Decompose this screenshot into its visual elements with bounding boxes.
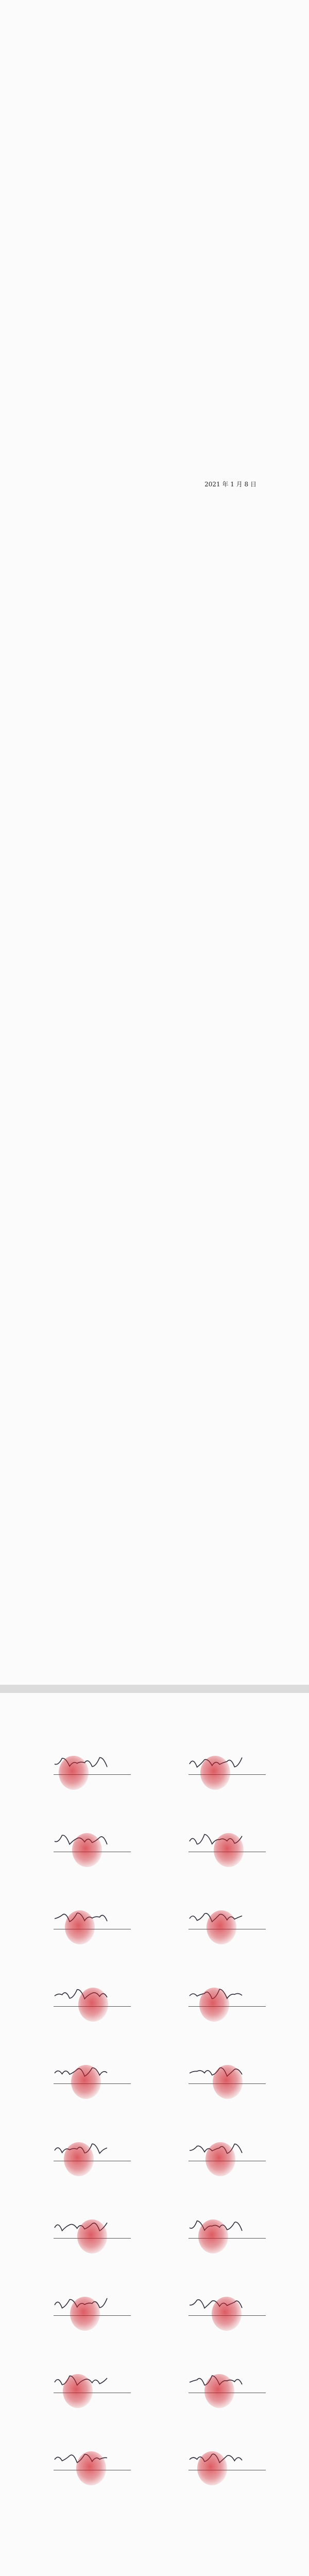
signature-block	[165, 2440, 279, 2517]
signature-block	[165, 1822, 279, 1899]
letter-paragraph	[32, 423, 277, 434]
signature-block	[30, 1822, 144, 1899]
signature-label	[30, 1919, 56, 1927]
fingerprint-mark	[213, 2065, 243, 2099]
signature-label	[165, 1996, 191, 2004]
letter-paragraph	[32, 121, 277, 131]
fingerprint-mark	[200, 1756, 230, 1790]
fingerprint-mark	[214, 1833, 244, 1867]
letter-paragraph	[32, 276, 277, 286]
signature-label	[30, 2382, 56, 2391]
letter-title	[32, 29, 277, 41]
fingerprint-mark	[64, 2142, 94, 2176]
fingerprint-mark	[198, 2219, 228, 2253]
signature-label	[30, 2460, 56, 2468]
letter-paragraph	[32, 362, 277, 372]
signature-label	[30, 2073, 56, 2081]
fingerprint-mark	[205, 2142, 235, 2176]
signature-label	[165, 2460, 191, 2468]
fingerprint-mark	[59, 1756, 89, 1790]
letter-body	[32, 105, 277, 434]
fingerprint-mark	[78, 1988, 108, 2022]
section-heading	[32, 261, 277, 271]
signature-label	[165, 2382, 191, 2391]
letter-date: 2021 年 1 月 8 日	[204, 481, 256, 488]
closing-line	[32, 445, 277, 455]
signature-block	[165, 1976, 279, 2054]
signature-label	[30, 1764, 56, 1772]
letter-paragraph	[32, 315, 277, 326]
fingerprint-mark	[71, 2065, 101, 2099]
letter-paragraph	[32, 105, 277, 115]
signature-label	[165, 1764, 191, 1772]
signature-label	[30, 2305, 56, 2313]
letter-paragraph	[32, 191, 277, 201]
letter-paragraph	[32, 222, 277, 232]
signature-block	[30, 2363, 144, 2440]
letter-paragraph	[32, 408, 277, 418]
fingerprint-mark	[76, 2451, 106, 2485]
addressee-line	[32, 59, 277, 69]
signature-grid	[30, 1744, 279, 2517]
signature-label	[30, 1996, 56, 2004]
signature-label	[165, 1919, 191, 1927]
signature-block	[30, 2131, 144, 2208]
fingerprint-mark	[212, 2297, 242, 2331]
fingerprint-mark	[199, 1988, 229, 2022]
signature-block	[30, 1744, 144, 1822]
letter-paragraph	[32, 175, 277, 185]
fingerprint-mark	[197, 2451, 227, 2485]
letter-paragraph	[32, 393, 277, 403]
signature-label	[165, 2073, 191, 2081]
signature-label	[30, 2150, 56, 2159]
signature-block	[165, 2054, 279, 2131]
signature-block	[30, 2208, 144, 2285]
signature-block	[30, 2054, 144, 2131]
addressee-line	[32, 74, 277, 84]
section-heading	[32, 160, 277, 170]
signature-block	[165, 1744, 279, 1822]
fingerprint-mark	[72, 1833, 102, 1867]
signature-label	[165, 2150, 191, 2159]
letter-paragraph	[32, 206, 277, 216]
letter-paragraph	[32, 346, 277, 357]
fingerprint-mark	[65, 1910, 95, 1944]
addressee-line	[32, 90, 277, 100]
letter-paragraph	[32, 237, 277, 247]
signature-label	[165, 1841, 191, 1850]
signature-label	[165, 2228, 191, 2236]
signature-block	[30, 2440, 144, 2517]
signature-label	[30, 2228, 56, 2236]
signature-block	[165, 1899, 279, 1976]
signature-block	[165, 2363, 279, 2440]
letter-paragraph	[32, 136, 277, 146]
signature-label	[30, 1841, 56, 1850]
signature-block	[165, 2208, 279, 2285]
section-heading	[32, 300, 277, 310]
signature-block	[165, 2285, 279, 2363]
signature-block	[30, 1899, 144, 1976]
signature-block	[165, 2131, 279, 2208]
fingerprint-mark	[70, 2297, 100, 2331]
fingerprint-mark	[63, 2374, 93, 2408]
addressee-block	[32, 59, 277, 100]
signature-label	[165, 2305, 191, 2313]
signature-block	[30, 1976, 144, 2054]
signature-page-header	[30, 1729, 279, 1739]
letter-paragraph	[32, 331, 277, 341]
fingerprint-mark	[204, 2374, 234, 2408]
signature-block	[30, 2285, 144, 2363]
letter-paragraph	[32, 377, 277, 387]
fingerprint-mark	[207, 1910, 236, 1944]
fingerprint-mark	[77, 2219, 107, 2253]
signature-page	[0, 1693, 309, 2576]
